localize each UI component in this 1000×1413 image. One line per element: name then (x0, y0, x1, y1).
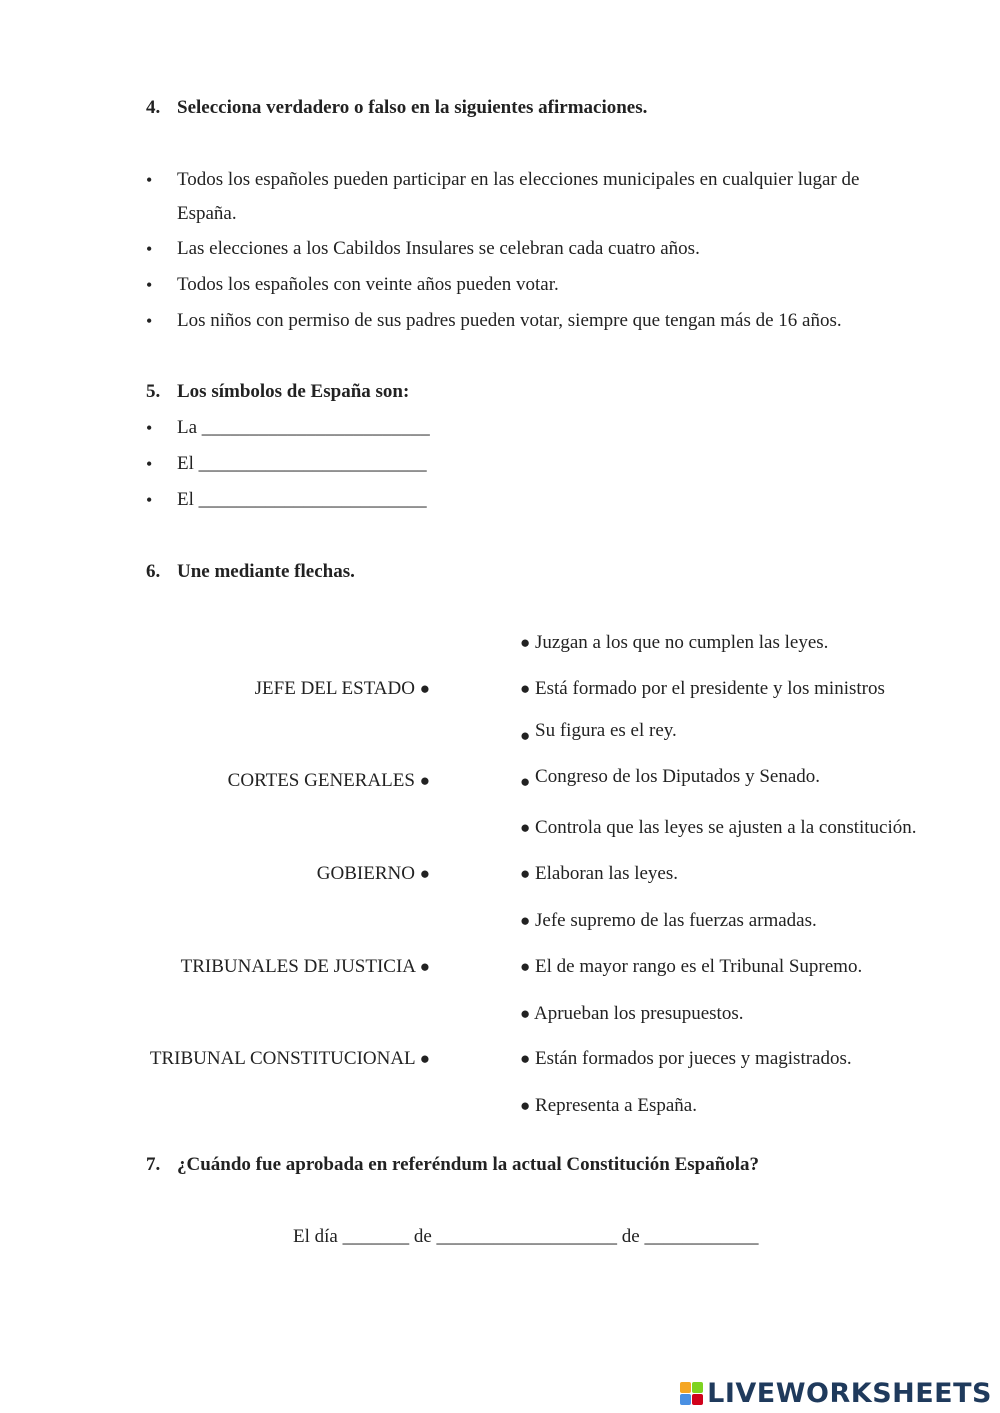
q5-answer-blank-3[interactable]: ________________________ (198, 489, 427, 510)
match-right-dot[interactable]: ● (520, 1049, 531, 1068)
q7-prefix: El día (293, 1226, 338, 1247)
match-right-dot[interactable]: ● (520, 726, 531, 745)
match-right-item-2[interactable] (520, 678, 885, 700)
q5-bullet-1: • (146, 418, 153, 438)
logo-tile (680, 1394, 691, 1405)
q5-symbol-row-2 (177, 453, 427, 475)
q7-year-blank[interactable]: ____________ (644, 1226, 759, 1247)
q7-title: ¿Cuándo fue aprobada en referéndum la actual Constitución Española? (177, 1154, 760, 1175)
match-right-dot[interactable]: ● (520, 864, 531, 883)
q5-number: 5. (146, 381, 161, 402)
match-left-dot[interactable]: ● (419, 864, 430, 883)
q4-number: 4. (146, 97, 161, 118)
q5-answer-blank-1[interactable]: ________________________ (201, 417, 430, 438)
match-right-label: Juzgan a los que no cumplen las leyes. (535, 632, 829, 653)
match-right-item-4[interactable] (520, 766, 821, 791)
match-right-label: Controla que las leyes se ajusten a la constitución. (535, 817, 917, 838)
match-left-label: GOBIERNO (316, 863, 415, 884)
match-left-item-cortes-generales[interactable] (0, 770, 430, 792)
q4-bullet-4: • (146, 311, 153, 331)
q5-article-2: El (177, 453, 194, 474)
q5-title: Los símbolos de España son: (177, 381, 410, 402)
match-left-label: TRIBUNALES DE JUSTICIA (180, 956, 415, 977)
q5-symbol-row-3 (177, 489, 427, 511)
match-left-dot[interactable]: ● (419, 771, 430, 790)
q5-bullet-3: • (146, 490, 153, 510)
match-left-dot[interactable]: ● (419, 957, 430, 976)
q6-title: Une mediante flechas. (177, 561, 355, 582)
q7-de-2: de (621, 1226, 640, 1247)
match-right-label: El de mayor rango es el Tribunal Supremo. (535, 956, 863, 977)
q7-answer-line (293, 1226, 758, 1248)
match-right-item-10[interactable] (520, 1048, 852, 1070)
q4-bullet-1: • (146, 170, 153, 190)
match-left-item-gobierno[interactable] (0, 863, 430, 885)
liveworksheets-logo-icon (680, 1382, 703, 1405)
logo-tile (680, 1382, 691, 1393)
match-right-item-1[interactable] (520, 632, 828, 654)
match-left-label: JEFE DEL ESTADO (254, 678, 415, 699)
match-left-item-tribunal-constitucional[interactable] (0, 1048, 430, 1070)
q5-article-3: El (177, 489, 194, 510)
q7-de-1: de (413, 1226, 432, 1247)
match-right-label: Aprueban los presupuestos. (533, 1003, 744, 1024)
match-right-item-8[interactable] (520, 956, 862, 978)
match-right-dot[interactable]: ● (520, 772, 531, 791)
match-right-item-9[interactable] (520, 1003, 743, 1025)
match-right-label: Está formado por el presidente y los ministros (535, 678, 885, 699)
liveworksheets-logo-text: LIVEWORKSHEETS (707, 1377, 992, 1409)
match-right-label: Su figura es el rey. (535, 720, 677, 741)
match-right-dot[interactable]: ● (520, 679, 531, 698)
q7-month-blank[interactable]: ___________________ (436, 1226, 618, 1247)
q4-statement-2[interactable]: Las elecciones a los Cabildos Insulares se celebran cada cuatro años. (177, 238, 700, 259)
match-right-dot[interactable]: ● (520, 957, 531, 976)
match-right-dot[interactable]: ● (520, 818, 531, 837)
match-right-dot[interactable]: ● (520, 1096, 531, 1115)
match-right-label: Están formados por jueces y magistrados. (535, 1048, 852, 1069)
q4-statement-1[interactable]: Todos los españoles pueden participar en las elecciones municipales en cualquier lugar de (177, 169, 860, 190)
match-right-label: Representa a España. (535, 1095, 697, 1116)
q5-article-1: La (177, 417, 198, 438)
q5-symbol-row-1 (177, 417, 430, 439)
match-left-dot[interactable]: ● (419, 679, 430, 698)
match-left-item-tribunales-de-justicia[interactable] (0, 956, 430, 978)
q5-bullet-2: • (146, 454, 153, 474)
match-left-dot[interactable]: ● (419, 1049, 430, 1068)
logo-tile (692, 1394, 703, 1405)
match-right-dot[interactable]: ● (520, 633, 531, 652)
match-left-item-jefe-del-estado[interactable] (0, 678, 430, 700)
q6-number: 6. (146, 561, 161, 582)
match-right-item-5[interactable] (520, 817, 917, 839)
match-left-label: TRIBUNAL CONSTITUCIONAL (149, 1048, 415, 1069)
q4-bullet-2: • (146, 239, 153, 259)
match-right-dot[interactable]: ● (520, 911, 531, 930)
logo-tile (692, 1382, 703, 1393)
q4-statement-3[interactable]: Todos los españoles con veinte años pueden votar. (177, 274, 559, 295)
q7-day-blank[interactable]: _______ (342, 1226, 410, 1247)
q7-number: 7. (146, 1154, 161, 1175)
match-right-item-6[interactable] (520, 863, 678, 885)
match-right-label: Jefe supremo de las fuerzas armadas. (535, 910, 817, 931)
match-right-label: Elaboran las leyes. (535, 863, 679, 884)
q4-title: Selecciona verdadero o falso en la siguientes afirmaciones. (177, 97, 648, 118)
q4-statement-1-continued[interactable]: España. (177, 203, 237, 224)
q4-bullet-3: • (146, 275, 153, 295)
q4-statement-4[interactable]: Los niños con permiso de sus padres pueden votar, siempre que tengan más de 16 años. (177, 310, 842, 331)
match-left-label: CORTES GENERALES (227, 770, 415, 791)
match-right-dot[interactable]: ● (520, 1004, 531, 1023)
match-right-item-3[interactable] (520, 720, 677, 745)
match-right-item-11[interactable] (520, 1095, 697, 1117)
match-right-item-7[interactable] (520, 910, 817, 932)
match-right-label: Congreso de los Diputados y Senado. (535, 766, 821, 787)
q5-answer-blank-2[interactable]: ________________________ (198, 453, 427, 474)
liveworksheets-logo (680, 1376, 992, 1410)
